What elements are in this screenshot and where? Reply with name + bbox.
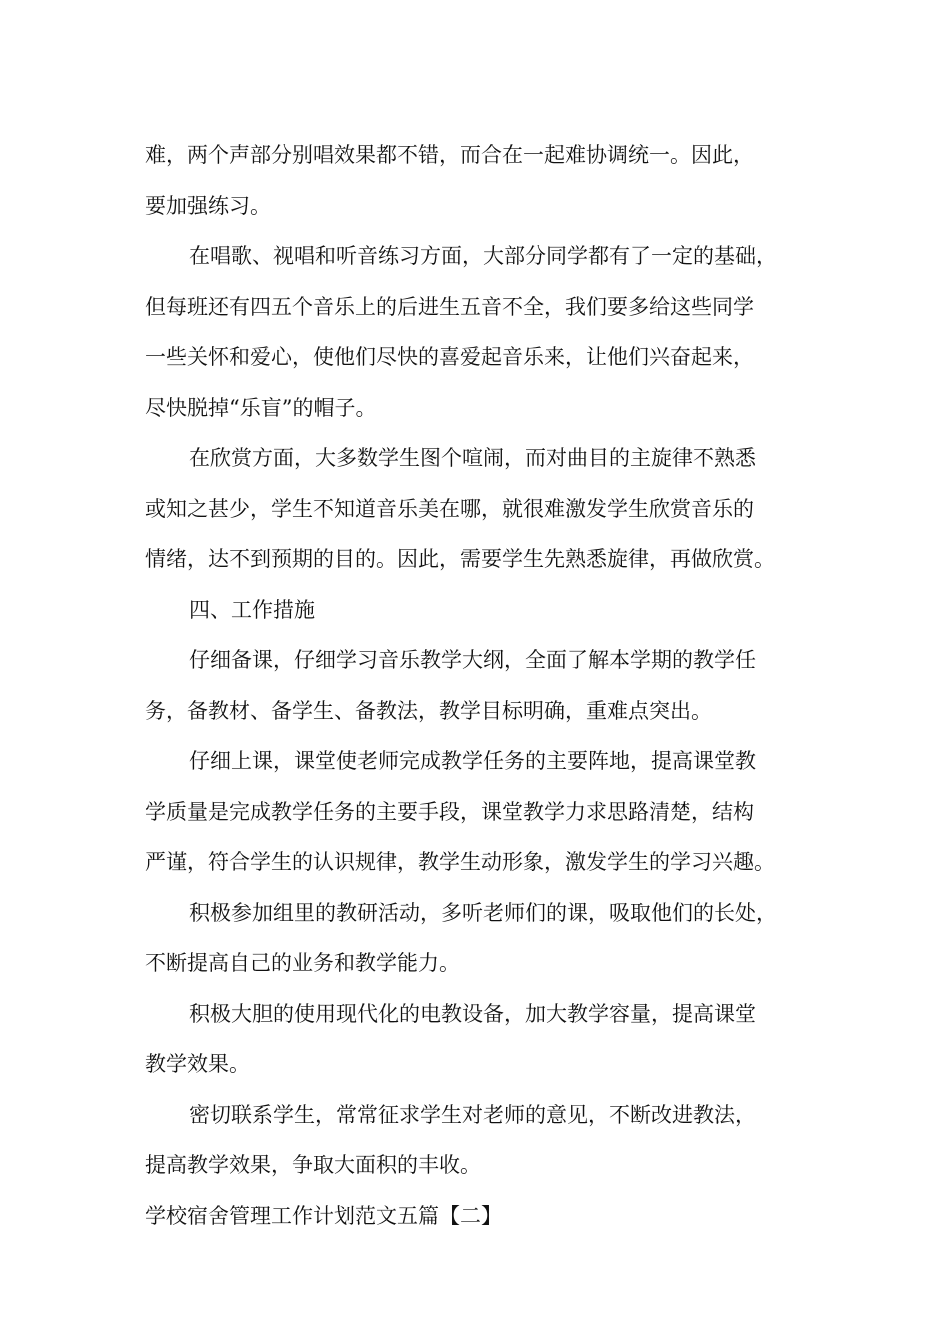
text-line: 仔细上课，课堂使老师完成教学任务的主要阵地，提高课堂教 xyxy=(189,749,756,773)
text-line: 严谨，符合学生的认识规律，教学生动形象，激发学生的学习兴趣。 xyxy=(145,850,775,874)
text-line: 积极大胆的使用现代化的电教设备，加大教学容量，提高课堂 xyxy=(189,1001,756,1026)
section-heading: 学校宿舍管理工作计划范文五篇【二】 xyxy=(145,1203,502,1228)
text-line: 提高教学效果，争取大面积的丰收。 xyxy=(145,1153,481,1177)
text-line: 密切联系学生，常常征求学生对老师的意见，不断改进教法， xyxy=(189,1102,756,1127)
text-line: 情绪，达不到预期的目的。因此，需要学生先熟悉旋律，再做欣赏。 xyxy=(145,547,775,571)
text-line: 学质量是完成教学任务的主要手段，课堂教学力求思路清楚，结构 xyxy=(145,799,754,824)
text-line: 或知之甚少，学生不知道音乐美在哪，就很难激发学生欣赏音乐的 xyxy=(145,496,754,521)
text-line: 要加强练习。 xyxy=(145,193,271,218)
document-body xyxy=(145,130,825,1241)
text-line: 四、工作措施 xyxy=(189,597,315,622)
text-line: 在欣赏方面，大多数学生图个喧闹，而对曲目的主旋律不熟悉 xyxy=(189,446,756,470)
text-line: 难，两个声部分别唱效果都不错，而合在一起难协调统一。因此， xyxy=(145,143,754,167)
text-line: 在唱歌、视唱和听音练习方面，大部分同学都有了一定的基础， xyxy=(189,244,777,268)
text-line: 教学效果。 xyxy=(145,1052,250,1076)
text-line: 仔细备课，仔细学习音乐教学大纲，全面了解本学期的教学任 xyxy=(189,648,756,672)
text-line: 尽快脱掉“乐盲”的帽子。 xyxy=(145,395,377,420)
text-line: 不断提高自己的业务和教学能力。 xyxy=(145,951,460,975)
text-line: 务，备教材、备学生、备教法，教学目标明确，重难点突出。 xyxy=(145,698,712,723)
text-line: 一些关怀和爱心，使他们尽快的喜爱起音乐来，让他们兴奋起来， xyxy=(145,345,754,369)
text-line: 积极参加组里的教研活动，多听老师们的课，吸取他们的长处， xyxy=(189,900,777,925)
text-line: 但每班还有四五个音乐上的后进生五音不全，我们要多给这些同学 xyxy=(145,294,754,319)
